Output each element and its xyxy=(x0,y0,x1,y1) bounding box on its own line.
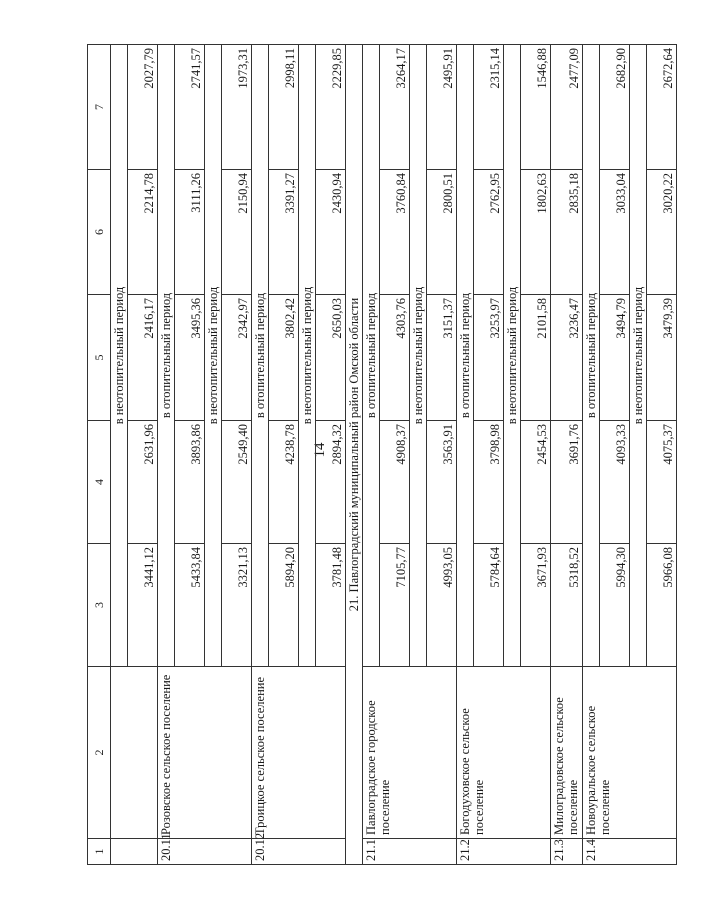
season-label: в отопительный период xyxy=(252,45,269,667)
value-cell: 3802,42 xyxy=(269,295,299,421)
value-cell: 3264,17 xyxy=(380,45,410,170)
page-number: 14 xyxy=(312,442,328,458)
header-row xyxy=(88,45,111,865)
season-label: в отопительный период xyxy=(158,45,175,667)
value-cell: 5994,30 xyxy=(600,544,630,667)
table-row xyxy=(551,45,583,865)
value-cell: 2650,03 xyxy=(316,295,346,421)
season-label: в отопительный период xyxy=(457,45,474,667)
season-label: в неотопительный период xyxy=(205,45,222,667)
value-cell: 2741,57 xyxy=(175,45,205,170)
season-label: в неотопительный период xyxy=(410,45,427,667)
row-name: Богодуховское сельское поселение xyxy=(457,667,551,839)
value-cell: 3321,13 xyxy=(222,544,252,667)
value-cell: 2315,14 xyxy=(474,45,504,170)
value-cell: 2454,53 xyxy=(521,421,551,544)
value-cell: 2027,79 xyxy=(128,45,158,170)
row-number: 20.11 xyxy=(158,839,252,865)
value-cell: 5966,08 xyxy=(647,544,677,667)
value-cell: 2998,11 xyxy=(269,45,299,170)
value-cell: 3798,98 xyxy=(474,421,504,544)
value-cell: 3479,39 xyxy=(647,295,677,421)
header-cell: 4 xyxy=(88,421,111,544)
value-cell: 2342,97 xyxy=(222,295,252,421)
value-cell: 2682,90 xyxy=(600,45,630,170)
value-cell: 2495,91 xyxy=(427,45,457,170)
season-label: в отопительный период xyxy=(583,45,600,667)
season-label: в неотопительный период xyxy=(504,45,521,667)
value-cell: 5433,84 xyxy=(175,544,205,667)
value-cell: 3151,37 xyxy=(427,295,457,421)
value-cell: 4993,05 xyxy=(427,544,457,667)
rotated-table-wrapper xyxy=(87,45,722,865)
value-cell: 2430,94 xyxy=(316,170,346,295)
value-cell: 4075,37 xyxy=(647,421,677,544)
value-cell: 1546,88 xyxy=(521,45,551,170)
row-name: Павлоградское городское поселение xyxy=(363,667,457,839)
value-cell: 2229,85 xyxy=(316,45,346,170)
value-cell: 3893,86 xyxy=(175,421,205,544)
value-cell: 3236,47 xyxy=(551,295,583,421)
value-cell: 2631,96 xyxy=(128,421,158,544)
value-cell: 4238,78 xyxy=(269,421,299,544)
section-row xyxy=(346,45,363,865)
row-name: Новоуральское сельское поселение xyxy=(583,667,677,839)
value-cell: 3671,93 xyxy=(521,544,551,667)
value-cell: 5894,20 xyxy=(269,544,299,667)
header-cell: 3 xyxy=(88,544,111,667)
section-heading: 21. Павлоградский муниципальный район Омской области xyxy=(346,45,363,865)
row-name: Милоградовское сельское поселение xyxy=(551,667,583,839)
table-row xyxy=(583,45,600,865)
value-cell: 3020,22 xyxy=(647,170,677,295)
value-cell: 2101,58 xyxy=(521,295,551,421)
row-name xyxy=(111,667,158,839)
value-cell: 5318,52 xyxy=(551,544,583,667)
table-row xyxy=(158,45,175,865)
header-cell: 2 xyxy=(88,667,111,839)
header-cell: 1 xyxy=(88,839,111,865)
table-row xyxy=(252,45,269,865)
value-cell: 2477,09 xyxy=(551,45,583,170)
value-cell: 7105,77 xyxy=(380,544,410,667)
value-cell: 3760,84 xyxy=(380,170,410,295)
season-label: в неотопительный период xyxy=(299,45,316,667)
value-cell: 3691,76 xyxy=(551,421,583,544)
value-cell: 3781,48 xyxy=(316,544,346,667)
tariff-table xyxy=(87,44,677,865)
table-row xyxy=(457,45,474,865)
value-cell: 2762,95 xyxy=(474,170,504,295)
season-label: в неотопительный период xyxy=(630,45,647,667)
row-number: 21.4 xyxy=(583,839,677,865)
value-cell: 4908,37 xyxy=(380,421,410,544)
value-cell: 2672,64 xyxy=(647,45,677,170)
row-name: Розовское сельское поселение xyxy=(158,667,252,839)
value-cell: 2214,78 xyxy=(128,170,158,295)
value-cell: 2416,17 xyxy=(128,295,158,421)
value-cell: 2800,51 xyxy=(427,170,457,295)
value-cell: 3033,04 xyxy=(600,170,630,295)
value-cell: 1802,63 xyxy=(521,170,551,295)
season-label: в отопительный период xyxy=(363,45,380,667)
value-cell: 3253,97 xyxy=(474,295,504,421)
value-cell: 3563,91 xyxy=(427,421,457,544)
value-cell: 2150,94 xyxy=(222,170,252,295)
value-cell: 4303,76 xyxy=(380,295,410,421)
value-cell: 5784,64 xyxy=(474,544,504,667)
row-number: 21.3 xyxy=(551,839,583,865)
table-row xyxy=(111,45,128,865)
season-label: в неотопительный период xyxy=(111,45,128,667)
row-number: 21.1 xyxy=(363,839,457,865)
header-cell: 5 xyxy=(88,295,111,421)
row-number: 20.12 xyxy=(252,839,346,865)
header-cell: 7 xyxy=(88,45,111,170)
value-cell: 2835,18 xyxy=(551,170,583,295)
value-cell: 1973,31 xyxy=(222,45,252,170)
value-cell: 3441,12 xyxy=(128,544,158,667)
value-cell: 3495,36 xyxy=(175,295,205,421)
value-cell: 2894,32 xyxy=(316,421,346,544)
value-cell: 3391,27 xyxy=(269,170,299,295)
value-cell: 3494,79 xyxy=(600,295,630,421)
header-cell: 6 xyxy=(88,170,111,295)
value-cell: 3111,26 xyxy=(175,170,205,295)
value-cell: 4093,33 xyxy=(600,421,630,544)
row-number xyxy=(111,839,158,865)
value-cell: 2549,40 xyxy=(222,421,252,544)
table-row xyxy=(363,45,380,865)
row-name: Троицкое сельское поселение xyxy=(252,667,346,839)
row-number: 21.2 xyxy=(457,839,551,865)
